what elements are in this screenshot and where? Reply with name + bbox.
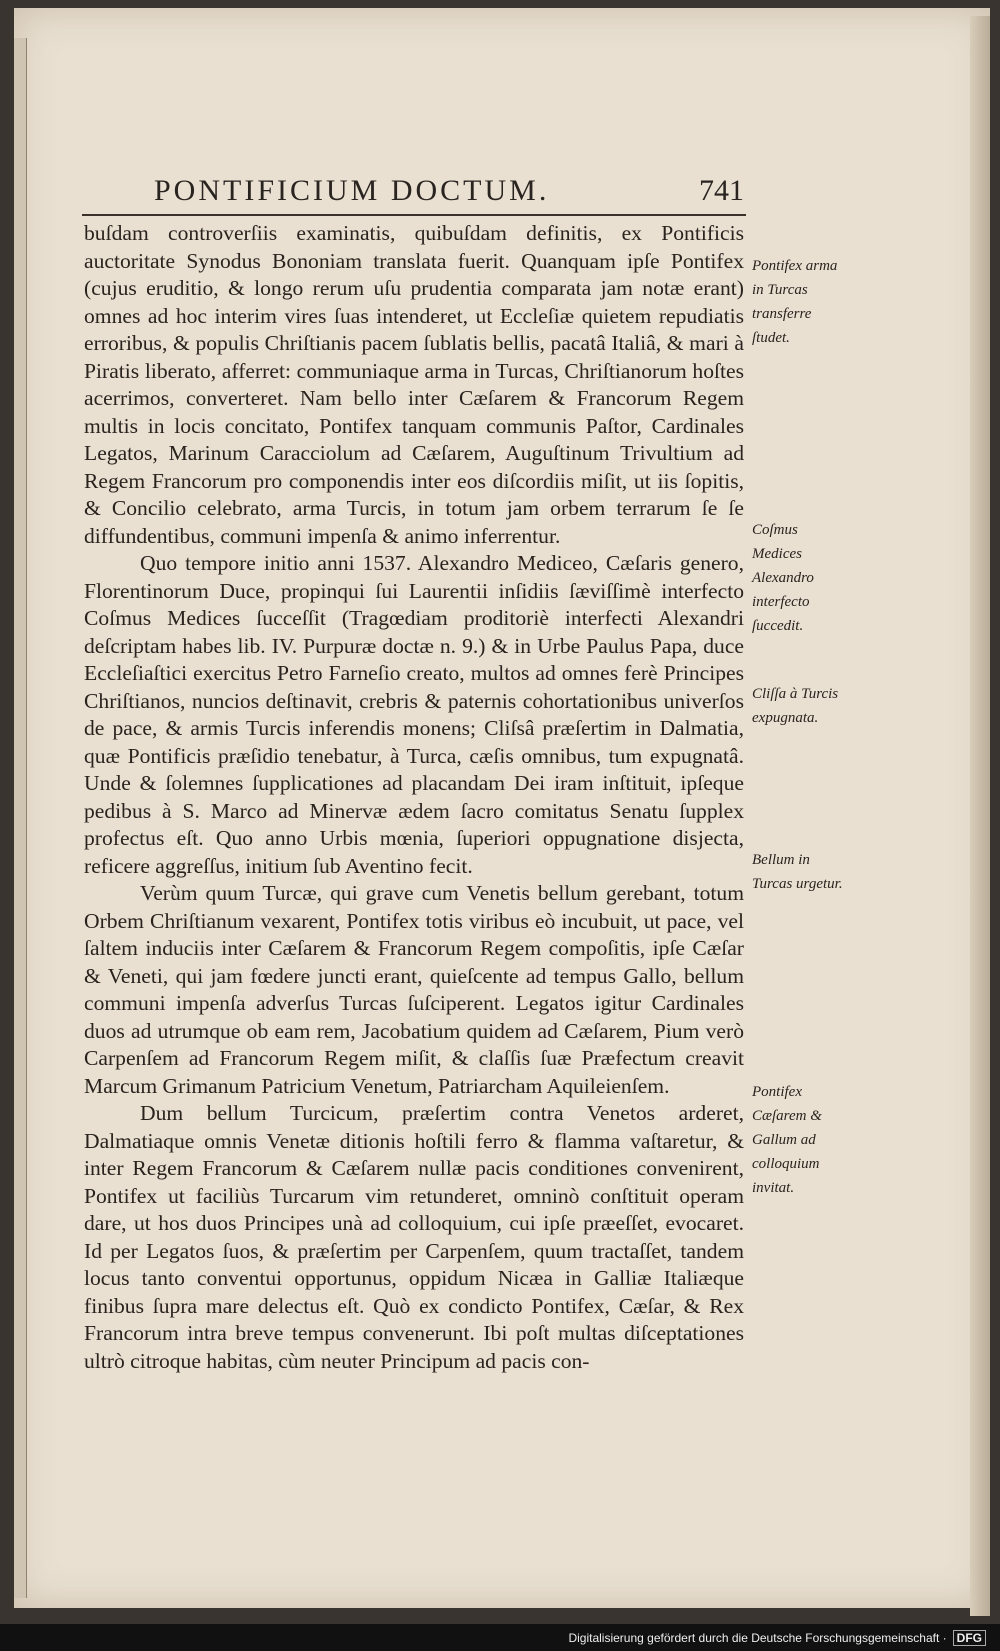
digitization-footer [0,1624,1000,1651]
book-page [14,8,990,1608]
paragraph-3: Verùm quum Turcæ, qui grave cum Venetis bellum gerebant, totum Orbem Chriſtianum vexarent, Pontifex totis viribus eò incubuit, ut pace, vel ſaltem induciis inter Cæſarem & Francorum Regem compoſitis, ipſe Cæſar & Veneti, qui jam fœdere juncti erant, quieſcente ad tempus Gallo, bellum communi impenſa adverſus Turcas ſuſciperent. Legatos igitur Cardinales duos ad utrumque ob eam rem, Jacobatium quidem ad Cæſarem, Pium verò Carpenſem ad Francorum Regem miſit, & claſſis ſuæ Præfectum creavit Marcum Grimanum Patricium Venetum, Patriarcham Aquileienſem. [84,881,744,1098]
marginal-note-4: Bellum in Turcas urgetur. [752,852,843,892]
adjacent-page-edge [14,38,27,1598]
page-header [154,174,744,208]
header-rule [82,214,746,216]
page-number: 741 [699,174,744,207]
marginal-note-5: Pontifex Cæſarem & Gallum ad colloquium invitat. [752,1084,822,1196]
page-edge-shadow [970,16,990,1616]
paragraph-4: Dum bellum Turcicum, præſertim contra Venetos arderet, Dalmatiaque omnis Venetæ ditionis hoſtili ferro & flamma vaſtaretur, & inter Regem Francorum & Cæſarem nullæ pacis conditiones convenirent, Pontifex ut faciliùs Turcarum vim retunderet, omninò conſtituit operam dare, ut hos duos Principes unà ad colloquium, cui ipſe præeſſet, evocaret. Id per Legatos ſuos, & præſertim per Carpenſem, quum tractaſſet, tandem locus tanto conventui opportunus, oppidum Nicæa in Galliæ Italiæque finibus ſupra mare delectus eſt. Quò ex condicto Pontifex, Cæſar, & Rex Francorum intra breve tempus convenerunt. Ibi poſt multas diſceptationes ultrò citroque habitas, cùm neuter Principum ad pacis con- [84,1101,744,1373]
footer-credit: Digitalisierung gefördert durch die Deutsche Forschungsgemeinschaft · [568,1630,947,1645]
marginal-note-1: Pontifex arma in Turcas transferre ſtudet. [752,258,838,346]
marginal-note-3: Cliſſa à Turcis expugnata. [752,686,839,726]
dfg-logo: DFG [953,1630,986,1646]
paragraph-2: Quo tempore initio anni 1537. Alexandro Mediceo, Cæſaris genero, Florentinorum Duce, propinqui ſui Laurentii inſidiis ſæviſſimè interfecto Coſmus Medices ſucceſſit (Tragœdiam proditoriè interfecti Alexandri deſcriptam habes lib. IV. Purpuræ doctæ n. 9.) & in Urbe Paulus Papa, duce Eccleſiaſtici exercitus Petro Farneſio creato, multos ad omnes ferè Principes Chriſtianos, nuncios deſtinavit, crebris & paternis cohortationibus univerſos de pace, & armis Turcis inferendis monens; Cliſsâ præſertim in Dalmatia, quæ Pontificis præſidio tenebatur, à Turca, cæſis omnibus, tum expugnatâ. Unde & ſolemnes ſupplicationes ad placandam Dei iram inſtituit, ipſeque pedibus à S. Marco ad Minervæ ædem ſacro comitatus Senatu ſupplex profectus eſt. Quo anno Urbis mœnia, ſuperiori oppugnatione disjecta, reficere aggreſſus, initium ſub Aventino fecit. [84,551,744,878]
paragraph-1: buſdam controverſiis examinatis, quibuſdam definitis, ex Pontificis auctoritate Synodus Bononiam translata fuerit. Quanquam ipſe Pontifex (cujus eruditio, & longo rerum uſu prudentia comparata jam notæ erant) omnes ad hoc interim vires ſuas intenderet, ut Eccleſiæ quietem repudiatis erroribus, & populis Chriſtianis pacem ſublatis bellis, pacatâ Italiâ, & mari à Piratis liberato, afferret: communiaque arma in Turcas, Chriſtianorum hoſtes acerrimos, converteret. Nam bello inter Cæſarem & Francorum Regem multis in locis concitato, Pontifex tanquam communis Paſtor, Cardinales Legatos, Marinum Caracciolum ad Cæſarem, Auguſtinum Trivultium ad Regem Francorum pro componendis inter eos diſcordiis miſit, ut iis ſopitis, & Concilio celebrato, arma Turcis, in totum jam orbem terrarum ſe ſe diffundentibus, communi impenſa & animo inferrentur. [84,221,744,548]
running-title: PONTIFICIUM DOCTUM. [154,174,550,207]
body-text [84,220,744,1375]
marginal-note-2: Coſmus Medices Alexandro interfecto ſuccedit. [752,522,814,634]
